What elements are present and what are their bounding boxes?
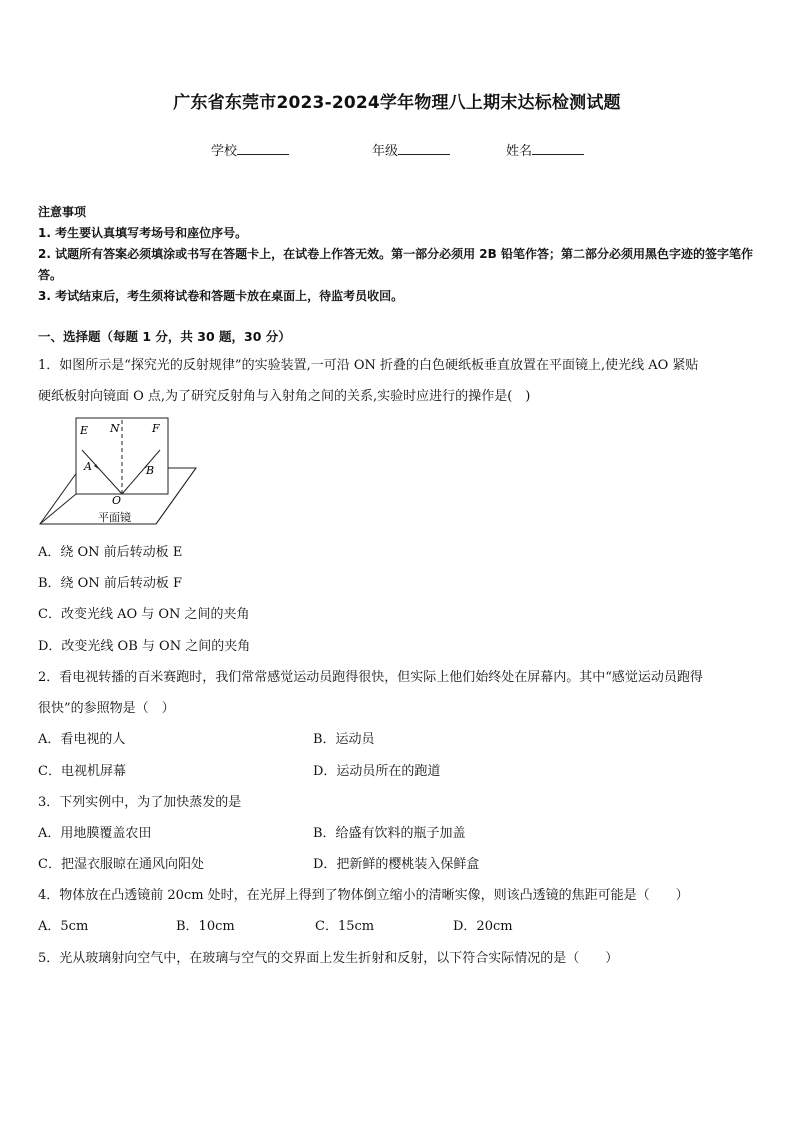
label-e: E	[80, 424, 89, 437]
q4-stem: 4．物体放在凸透镜前 20cm 处时，在光屏上得到了物体倒立缩小的清晰实像，则该凸透镜的焦距可能是（ ）	[38, 888, 689, 903]
q2-stem-line2: 很快”的参照物是（ ）	[38, 701, 175, 716]
q1-option-c: C．改变光线 AO 与 ON 之间的夹角	[38, 607, 250, 622]
label-a: A	[84, 460, 92, 473]
q2-option-b: B．运动员	[313, 732, 375, 747]
label-f: F	[152, 422, 160, 435]
notice-block	[38, 202, 758, 307]
q4-option-b: B．10cm	[176, 919, 235, 934]
label-b: B	[146, 464, 155, 477]
notice-item-3: 3. 考试结束后，考生须将试卷和答题卡放在桌面上，待监考员收回。	[38, 289, 404, 303]
school-label: 学校	[211, 144, 238, 159]
label-o: O	[112, 494, 122, 507]
q3-option-c: C．把湿衣服晾在通风向阳处	[38, 857, 204, 872]
notice-item-1: 1. 考生要认真填写考场号和座位序号。	[38, 226, 248, 240]
q2-option-d: D．运动员所在的跑道	[313, 764, 441, 779]
name-label: 姓名	[506, 144, 533, 159]
q3-stem: 3．下列实例中，为了加快蒸发的是	[38, 795, 242, 810]
page-title: 广东省东莞市2023-2024学年物理八上期末达标检测试题	[173, 93, 621, 113]
grade-blank	[398, 142, 450, 155]
name-blank	[532, 142, 584, 155]
q4-option-a: A．5cm	[38, 919, 89, 934]
q1-stem-line2: 硬纸板射向镜面 O 点,为了研究反射角与入射角之间的关系,实验时应进行的操作是( )	[38, 389, 531, 404]
school-field	[211, 140, 289, 159]
q1-option-d: D．改变光线 OB 与 ON 之间的夹角	[38, 639, 251, 654]
q2-option-a: A．看电视的人	[38, 732, 126, 747]
q5-stem: 5．光从玻璃射向空气中，在玻璃与空气的交界面上发生折射和反射，以下符合实际情况的是（ ）	[38, 951, 619, 966]
q1-option-b: B．绕 ON 前后转动板 F	[38, 576, 183, 591]
q1-stem-line1: 1．如图所示是“探究光的反射规律”的实验装置,一可沿 ON 折叠的白色硬纸板垂直放置在平面镜上,使光线 AO 紧贴	[38, 358, 699, 373]
notice-item-2: 2. 试题所有答案必须填涂或书写在答题卡上，在试卷上作答无效。第一部分必须用 2B 铅笔作答；第二部分必须用黑色字迹的签字笔作答。	[38, 247, 753, 282]
q4-option-d: D．20cm	[453, 919, 513, 934]
q3-option-d: D．把新鲜的樱桃装入保鲜盒	[313, 857, 480, 872]
q2-option-c: C．电视机屏幕	[38, 764, 126, 779]
school-blank	[237, 142, 289, 155]
reflection-apparatus-figure	[38, 412, 203, 530]
grade-field	[372, 140, 450, 159]
label-n: N	[110, 422, 120, 435]
name-field	[506, 140, 584, 159]
q2-stem-line1: 2．看电视转播的百米赛跑时，我们常常感觉运动员跑得很快，但实际上他们始终处在屏幕内。其中“感觉运动员跑得	[38, 670, 703, 685]
q4-option-c: C．15cm	[315, 919, 375, 934]
q3-option-b: B．给盛有饮料的瓶子加盖	[313, 826, 466, 841]
q1-option-a: A．绕 ON 前后转动板 E	[38, 545, 183, 560]
section-heading: 一、选择题（每题 1 分，共 30 题，30 分）	[38, 329, 291, 344]
notice-heading: 注意事项	[38, 205, 87, 219]
q3-option-a: A．用地膜覆盖农田	[38, 826, 152, 841]
grade-label: 年级	[372, 144, 399, 159]
label-mirror: 平面镜	[98, 511, 131, 524]
